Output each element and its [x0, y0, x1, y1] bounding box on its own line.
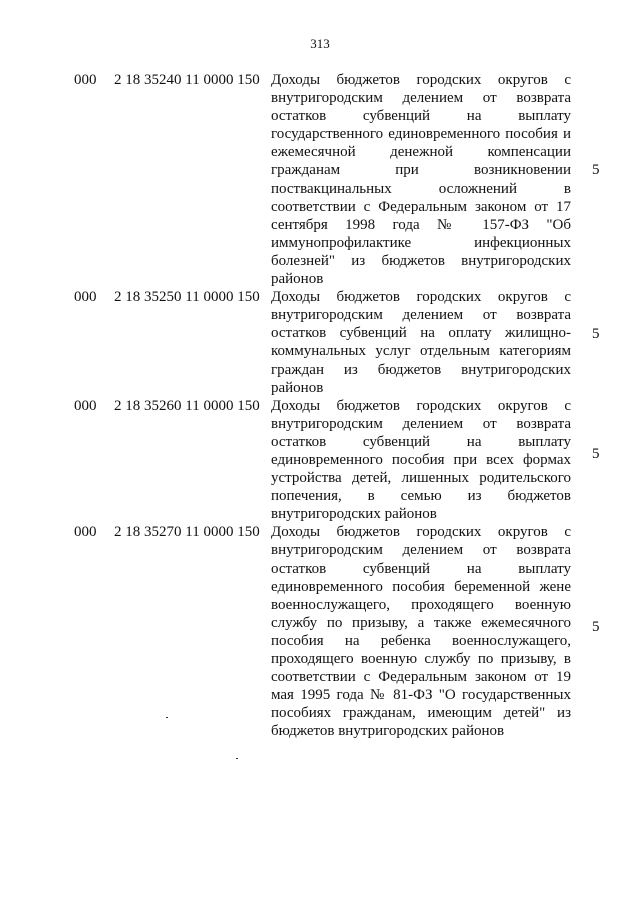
budget-classification-code: 2 18 35260 11 0000 150	[114, 397, 260, 414]
admin-code: 000	[74, 72, 97, 88]
admin-code: 000	[74, 524, 97, 541]
revenue-description: Доходы бюджетов городских округов с внутригородским делением от возврата остатков субвенций на выплату единовременного пособия при всех формах устройства детей, лишенных родительского попечения, в семью из бюджетов внутригородских районов	[271, 397, 571, 523]
table-row	[0, 397, 640, 524]
table-row	[0, 523, 640, 740]
budget-classification-code: 2 18 35250 11 0000 150	[114, 289, 260, 306]
distribution-norm: 5	[592, 619, 600, 636]
revenue-table	[0, 71, 640, 740]
budget-classification-code: 2 18 35270 11 0000 150	[114, 524, 260, 541]
distribution-norm: 5	[592, 162, 600, 178]
table-row	[0, 71, 640, 288]
revenue-description: Доходы бюджетов городских округов с внутригородским делением от возврата остатков субвенций на выплату единовременного пособия беременной жене военнослужащего, проходящего военную службу по призыву, а также ежемесячного пособия на ребенка военнослужащего, проходящего военную службу по призыву, в соответствии с Федеральным законом от 19 мая 1995 года № 81-ФЗ "О государственных пособиях гражданам, имеющим детей" из бюджетов внутригородских районов	[271, 524, 571, 740]
budget-classification-code: 2 18 35240 11 0000 150	[114, 72, 260, 88]
admin-code: 000	[74, 289, 97, 306]
distribution-norm: 5	[592, 326, 600, 343]
revenue-description: Доходы бюджетов городских округов с внутригородским делением от возврата остатков субвенций на выплату государственного единовременного пособия и ежемесячной денежной компенсации гражданам при возникновении поствакцинальных осложнений в соответствии с Федеральным законом от 17 сентября 1998 года № 157-ФЗ "Об иммунопрофилактике инфекционных болезней" из бюджетов внутригородских районов	[271, 72, 571, 288]
page-number: 313	[310, 36, 330, 51]
scan-speck	[236, 758, 238, 759]
admin-code: 000	[74, 397, 97, 414]
table-row	[0, 288, 640, 397]
scan-speck	[166, 717, 168, 718]
revenue-description: Доходы бюджетов городских округов с внутригородским делением от возврата остатков субвенций на оплату жилищно-коммунальных услуг отдельным категориям граждан из бюджетов внутригородских районов	[271, 289, 571, 396]
distribution-norm: 5	[592, 445, 600, 462]
